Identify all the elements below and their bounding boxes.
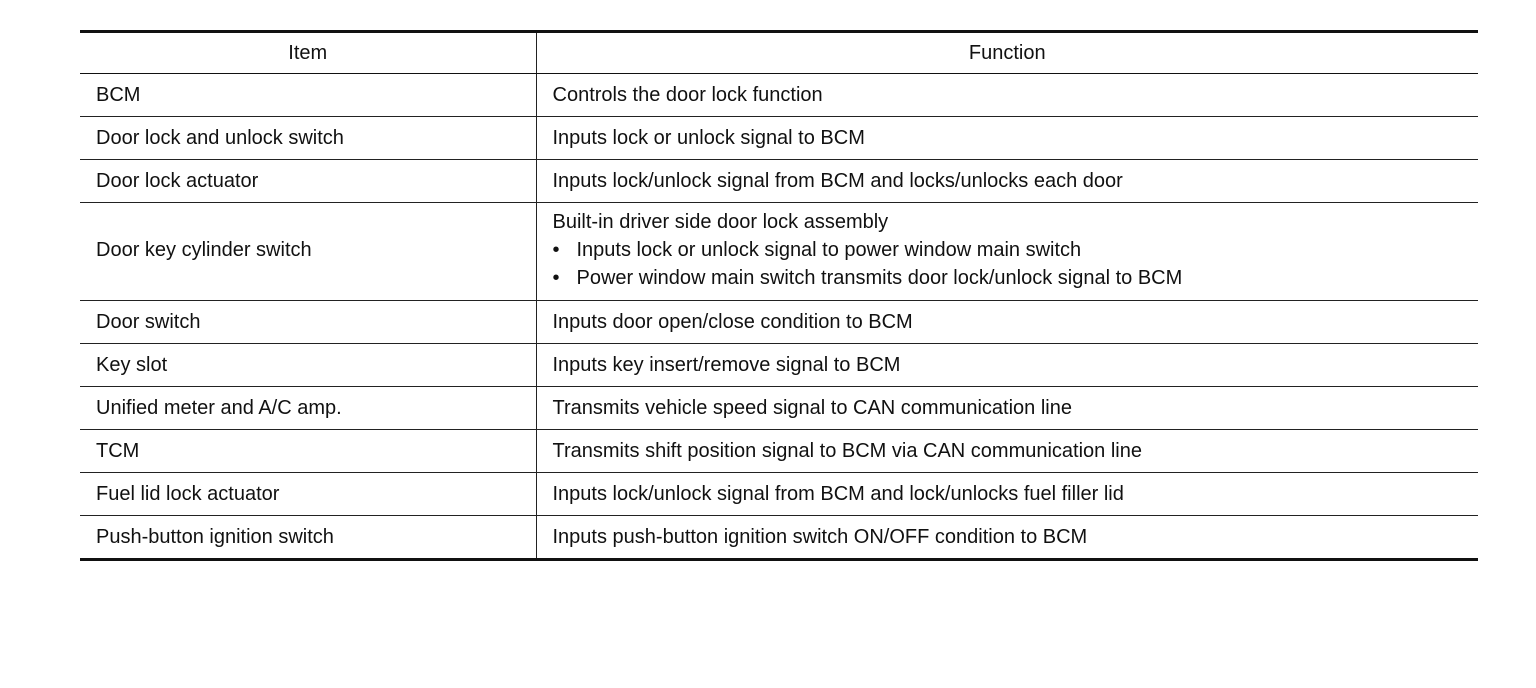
function-cell: Inputs key insert/remove signal to BCM: [536, 344, 1478, 387]
header-item: Item: [80, 32, 536, 74]
table-row: [80, 516, 1478, 560]
item-cell: Unified meter and A/C amp.: [80, 387, 536, 430]
bullet-item: • Inputs lock or unlock signal to power window main switch: [553, 236, 1463, 264]
table-row: [80, 203, 1478, 301]
item-cell: Door switch: [80, 301, 536, 344]
table-row: [80, 160, 1478, 203]
item-cell: Door lock and unlock switch: [80, 117, 536, 160]
header-row: [80, 32, 1478, 74]
component-function-table-container: [80, 30, 1478, 561]
function-bullet-list: [553, 236, 1463, 292]
table-row: [80, 117, 1478, 160]
function-cell: Transmits shift position signal to BCM via CAN communication line: [536, 430, 1478, 473]
item-cell: Door key cylinder switch: [80, 203, 536, 301]
table-body: [80, 74, 1478, 560]
function-cell: Transmits vehicle speed signal to CAN communication line: [536, 387, 1478, 430]
table-row: [80, 301, 1478, 344]
function-cell: Inputs door open/close condition to BCM: [536, 301, 1478, 344]
function-cell: Inputs lock/unlock signal from BCM and lock/unlocks fuel filler lid: [536, 473, 1478, 516]
item-cell: TCM: [80, 430, 536, 473]
header-function: Function: [536, 32, 1478, 74]
item-cell: Key slot: [80, 344, 536, 387]
item-cell: Fuel lid lock actuator: [80, 473, 536, 516]
function-cell: Inputs push-button ignition switch ON/OFF condition to BCM: [536, 516, 1478, 560]
function-cell: [536, 203, 1478, 301]
bullet-item: • Power window main switch transmits door lock/unlock signal to BCM: [553, 264, 1463, 292]
table-row: [80, 344, 1478, 387]
item-cell: Push-button ignition switch: [80, 516, 536, 560]
table-row: [80, 430, 1478, 473]
component-function-table: [80, 30, 1478, 561]
table-row: [80, 473, 1478, 516]
table-header: [80, 32, 1478, 74]
item-cell: BCM: [80, 74, 536, 117]
function-cell: Inputs lock or unlock signal to BCM: [536, 117, 1478, 160]
item-cell: Door lock actuator: [80, 160, 536, 203]
function-cell: Inputs lock/unlock signal from BCM and locks/unlocks each door: [536, 160, 1478, 203]
function-text: Built-in driver side door lock assembly: [552, 211, 889, 233]
function-cell: Controls the door lock function: [536, 74, 1478, 117]
table-row: [80, 387, 1478, 430]
table-row: [80, 74, 1478, 117]
